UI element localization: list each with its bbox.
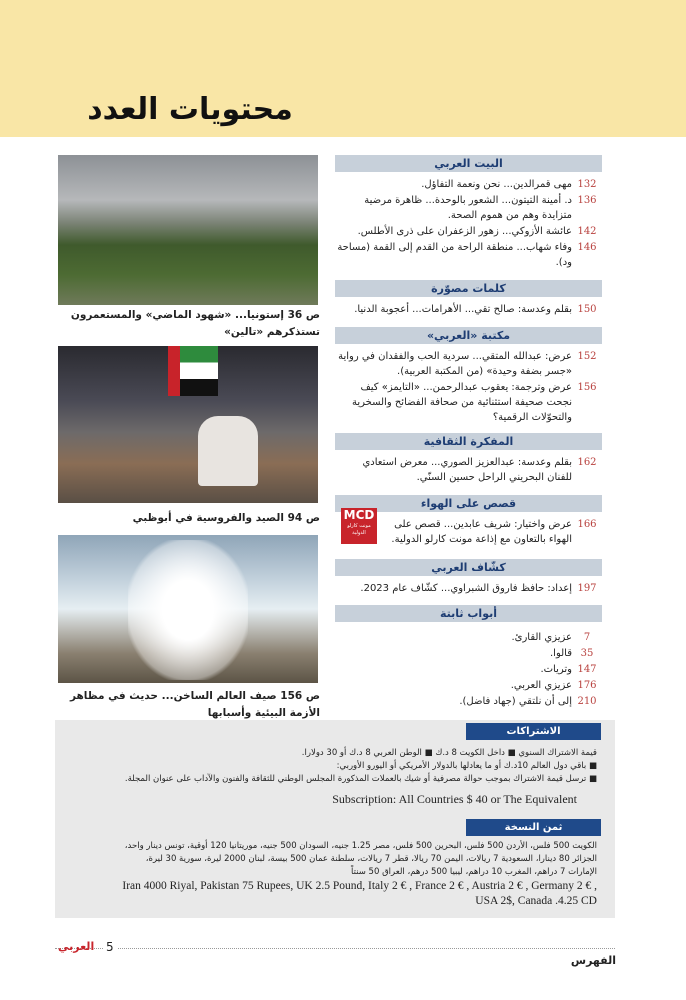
subscription-line: ■ باقي دول العالم 10د.ك أو ما يعادلها بالدولار الأمريكي أو اليورو الأوربي: [336, 761, 597, 771]
subscriptions-text [63, 747, 597, 807]
toc-text: عرض وترجمة: يعقوب عبدالرحمن... «التايمز» كيف نجحت صحيفة استثنائية من صحافة الفضائح والسخرية والتحوّلات الرقمية؟ [351, 382, 572, 423]
toc-text: إعداد: حافظ فاروق الشبراوي... كشّاف عام 2023. [360, 583, 572, 594]
page-number: 156 [577, 382, 597, 393]
photo-fountain [58, 535, 318, 683]
toc-item[interactable] [335, 694, 602, 709]
section-header: المفكرة الثقافية [335, 433, 602, 450]
toc-item[interactable] [335, 662, 602, 677]
page-number: 210 [577, 696, 597, 707]
toc-text: إلى أن نلتقي (جهاد فاضل). [459, 696, 572, 707]
footer-page-number: 5 [103, 940, 117, 954]
toc-item[interactable] [335, 240, 602, 270]
toc-text: مهى قمرالدين... نحن ونعمة التفاؤل. [421, 179, 572, 190]
page-title: محتويات العدد [87, 92, 293, 127]
toc-item[interactable] [335, 193, 602, 223]
page-number: 132 [577, 179, 597, 190]
toc-column [335, 148, 602, 710]
price-line: الإمارات 7 دراهم، المغرب 10 دراهم، ليبيا 500 درهم، العراق 50 سنتاً [351, 867, 597, 877]
price-header: ثمن النسخة [466, 819, 601, 836]
toc-text: وفاء شهاب... منطقة الراحة من القدم إلى القمة (مساحة ود). [337, 242, 572, 268]
page-number: 197 [577, 583, 597, 594]
mcd-logo-text: MCD [343, 508, 375, 522]
caption-falconry: ص 94 الصيد والفروسية في أبوظبي [132, 512, 320, 524]
toc-text: عرض واختيار: شريف عابدين... قصص على الهواء بالتعاون مع إذاعة مونت كارلو الدولية. [391, 519, 572, 545]
toc-item[interactable] [335, 646, 602, 661]
toc-text: عائشة الأزوكي... زهور الزعفران على ذرى الأطلس. [357, 226, 572, 237]
caption-tallinn: ص 36 إستونيا... «شهود الماضي» والمستعمرون تستذكرهم «تالين» [70, 309, 320, 338]
section-header: قصص على الهواء [335, 495, 602, 512]
toc-text: د. أمينة التيتون... الشعور بالوحدة... ظاهرة مرضية متزايدة وهم من هموم الصحة. [364, 195, 572, 221]
subscription-line: ■ ترسل قيمة الاشتراك بموجب حوالة مصرفية أو شيك بالعملات المذكورة المجلس الوطني للثقافة والفنون والآداب على عنوان المجلة. [124, 774, 597, 784]
toc-item[interactable] [335, 455, 602, 485]
page-number: 176 [577, 680, 597, 691]
price-text [57, 840, 597, 909]
photo-falconry [58, 346, 318, 503]
page-number: 7 [583, 632, 591, 643]
footer-section: الفهرس [570, 954, 616, 967]
caption-fountain: ص 156 صيف العالم الساخن... حديث في مظاهر الأزمة البيئية وأسبابها [70, 690, 320, 719]
page-number: 136 [577, 195, 597, 206]
toc-text: قالوا. [550, 648, 572, 659]
footer-brand: العربي [58, 940, 95, 953]
price-line: الكويت 500 فلس، الأردن 500 فلس، البحرين 500 فلس، مصر 1.25 جنيه، السودان 500 جنيه، موريتانيا 120 أوقية، تونس دينار واحد، [124, 841, 597, 851]
mcd-logo [341, 508, 377, 544]
toc-item[interactable] [335, 302, 602, 317]
footer-divider [55, 948, 615, 949]
toc-text: وتريات. [540, 664, 572, 675]
page-number: 152 [577, 351, 597, 362]
toc-text: عزيزي القارئ. [511, 632, 572, 643]
page-number: 35 [580, 648, 594, 659]
subscription-box [55, 720, 615, 918]
toc-text: بقلم وعدسة: عبدالعزيز الصوري... معرض استعادي للفنان البحريني الراحل حسين السنّي. [362, 457, 572, 483]
toc-text: بقلم وعدسة: صالح تقي... الأهرامات... أعجوبة الدنيا. [354, 304, 572, 315]
page-number: 166 [577, 519, 597, 530]
toc-text: عزيزي العربي. [510, 680, 572, 691]
page-number: 147 [577, 664, 597, 675]
section-header: أبواب ثابتة [335, 605, 602, 622]
price-english: Iran 4000 Riyal, Pakistan 75 Rupees, UK 2.5 Pound, Italy 2 € , France 2 € , Austria 2 € , Germany 2 € , [122, 880, 597, 892]
toc-item[interactable] [335, 380, 602, 425]
section-header: كلمات مصوّرة [335, 280, 602, 297]
photo-tallinn [58, 155, 318, 305]
toc-item[interactable] [335, 177, 602, 192]
section-header: البيت العربي [335, 155, 602, 172]
page-number: 162 [577, 457, 597, 468]
toc-text: عرض: عبدالله المتقي... سردية الحب والفقدان في رواية «جسر بضفة وحيدة» (من المكتبة العربية). [338, 351, 572, 377]
subscriptions-header: الاشتراكات [466, 723, 601, 740]
price-line: الجزائر 80 دينارا، السعودية 7 ريالات، اليمن 70 ريالا، قطر 7 ريالات، سلطنة عمان 500 بيسة، لبنان 2000 ليرة، سورية 30 ليرة، [145, 854, 597, 864]
toc-item[interactable] [335, 630, 602, 645]
section-header: كشّاف العربي [335, 559, 602, 576]
subscription-line: قيمة الاشتراك السنوي ■ داخل الكويت 8 د.ك ■ الوطن العربي 8 د.ك أو 30 دولارا. [301, 748, 597, 758]
toc-item[interactable] [335, 678, 602, 693]
toc-item[interactable] [335, 224, 602, 239]
toc-item[interactable] [335, 349, 602, 379]
page-number: 146 [577, 242, 597, 253]
page-number: 142 [577, 226, 597, 237]
mcd-logo-sub: مونت كارلو الدولية [347, 523, 371, 536]
page-number: 150 [577, 304, 597, 315]
toc-item[interactable] [335, 581, 602, 596]
section-header: مكتبة «العربي» [335, 327, 602, 344]
subscription-english: Subscription: All Countries $ 40 or The Equivalent [332, 792, 577, 806]
price-english: USA 2$, Canada .4.25 CD [475, 895, 597, 907]
